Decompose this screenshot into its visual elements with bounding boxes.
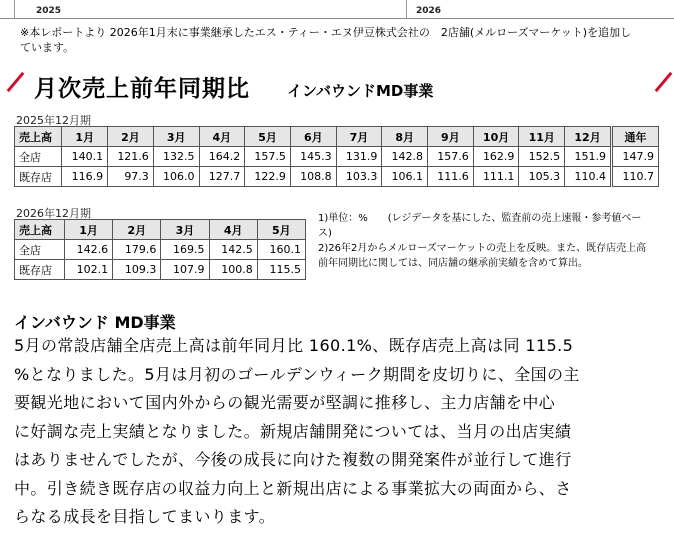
- table-cell: 169.5: [161, 240, 209, 260]
- table-cell: 102.1: [64, 260, 112, 280]
- table-cell: 111.1: [473, 167, 519, 187]
- row-label: 全店: [15, 147, 62, 167]
- report-note: ※本レポートより 2026年1月末に事業継承したエス・ティー・エヌ伊豆株式会社の 2店舗(メルローズマーケット)を追加しています。: [20, 26, 632, 54]
- table-cell: 111.6: [428, 167, 474, 187]
- column-header: 6月: [290, 127, 336, 147]
- table-cell: 157.6: [428, 147, 474, 167]
- section-heading: インバウンド MD事業: [14, 313, 176, 332]
- table-cell: 162.9: [473, 147, 519, 167]
- top-strip: [0, 0, 674, 20]
- column-header: 1月: [64, 220, 112, 240]
- body-line: はありませんでしたが、今後の成長に向けた複数の開発案件が並行して進行: [14, 450, 572, 469]
- column-header: 7月: [336, 127, 382, 147]
- table-cell: 108.8: [290, 167, 336, 187]
- column-header: 5月: [245, 127, 291, 147]
- table-row: [15, 240, 306, 260]
- column-header: 2月: [113, 220, 161, 240]
- divider: [406, 0, 407, 18]
- body-line: に好調な売上実績となりました。新規店舗開発については、当月の出店実績: [14, 421, 572, 441]
- column-header: 5月: [257, 220, 305, 240]
- column-header: 4月: [199, 127, 245, 147]
- column-header: 通年: [611, 127, 658, 147]
- table-cell: 122.9: [245, 167, 291, 187]
- table-cell: 140.1: [62, 147, 108, 167]
- table-cell: 121.6: [108, 147, 154, 167]
- page-title: 月次売上前年同期比: [34, 76, 250, 102]
- column-header: 9月: [428, 127, 474, 147]
- table-row: [15, 167, 659, 187]
- body-line: らなる成長を目指してまいります。: [14, 507, 276, 526]
- table-cell: 157.5: [245, 147, 291, 167]
- column-header: 2月: [108, 127, 154, 147]
- table-cell: 160.1: [257, 240, 305, 260]
- table-cell: 105.3: [519, 167, 565, 187]
- year-label-2026: 2026: [416, 6, 442, 16]
- column-header: 8月: [382, 127, 428, 147]
- table-cell: 109.3: [113, 260, 161, 280]
- table-cell: 145.3: [290, 147, 336, 167]
- table-row: [15, 147, 659, 167]
- table-header-row: [15, 127, 659, 147]
- column-header: 4月: [209, 220, 257, 240]
- table-cell: 107.9: [161, 260, 209, 280]
- table-cell: 103.3: [336, 167, 382, 187]
- column-header: 11月: [519, 127, 565, 147]
- column-header: 1月: [62, 127, 108, 147]
- accent-slash-icon: [655, 72, 673, 92]
- table-cell: 97.3: [108, 167, 154, 187]
- table-cell: 147.9: [611, 147, 658, 167]
- table-cell: 142.8: [382, 147, 428, 167]
- column-header: 売上高: [15, 220, 65, 240]
- table-cell: 142.5: [209, 240, 257, 260]
- table-cell: 100.8: [209, 260, 257, 280]
- table-cell: 115.5: [257, 260, 305, 280]
- footnote-unit: 1)単位：% (レジデータを基にした、監査前の売上速報・参考値ベース): [318, 213, 642, 239]
- table-cell: 106.1: [382, 167, 428, 187]
- table-cell: 152.5: [519, 147, 565, 167]
- table-row: [15, 260, 306, 280]
- table-cell: 127.7: [199, 167, 245, 187]
- page-subtitle: インバウンドMD事業: [287, 82, 434, 100]
- row-label: 既存店: [15, 260, 65, 280]
- body-line: %となりました。5月は月初のゴールデンウィーク期間を皮切りに、全国の主: [14, 364, 580, 384]
- table-caption-2026: 2026年12月期: [16, 207, 91, 220]
- column-header: 3月: [153, 127, 199, 147]
- accent-slash-icon: [7, 72, 25, 92]
- sales-table-2025: [14, 126, 659, 187]
- row-label: 全店: [15, 240, 65, 260]
- body-line: 5月の常設店舗全店売上高は前年同月比 160.1%、既存店売上高は同 115.5: [14, 336, 574, 355]
- table-cell: 132.5: [153, 147, 199, 167]
- column-header: 3月: [161, 220, 209, 240]
- body-line: 中。引き続き既存店の収益力向上と新規出店による事業拡大の両面から、さ: [14, 478, 572, 498]
- body-paragraph: [14, 332, 636, 532]
- table-cell: 116.9: [62, 167, 108, 187]
- table-cell: 142.6: [64, 240, 112, 260]
- table-cell: 164.2: [199, 147, 245, 167]
- column-header: 12月: [565, 127, 612, 147]
- column-header: 売上高: [15, 127, 62, 147]
- table-cell: 106.0: [153, 167, 199, 187]
- sales-table-2026: [14, 219, 306, 280]
- divider: [14, 0, 15, 18]
- table-cell: 110.7: [611, 167, 658, 187]
- footnote-melrose: 2)26年2月からメルローズマーケットの売上を反映。また、既存店売上高前年同期比に関しては、同店舗の継承前実績を含めて算出。: [318, 243, 647, 269]
- row-label: 既存店: [15, 167, 62, 187]
- body-line: 要観光地において国内外からの観光需要が堅調に推移し、主力店舗を中心: [14, 393, 556, 412]
- table-cell: 151.9: [565, 147, 612, 167]
- table-caption-2025: 2025年12月期: [16, 114, 91, 127]
- table-cell: 110.4: [565, 167, 612, 187]
- year-label-2025: 2025: [36, 6, 62, 16]
- table-footnotes: [318, 211, 653, 271]
- table-header-row: [15, 220, 306, 240]
- table-cell: 179.6: [113, 240, 161, 260]
- column-header: 10月: [473, 127, 519, 147]
- table-cell: 131.9: [336, 147, 382, 167]
- divider: [0, 18, 674, 19]
